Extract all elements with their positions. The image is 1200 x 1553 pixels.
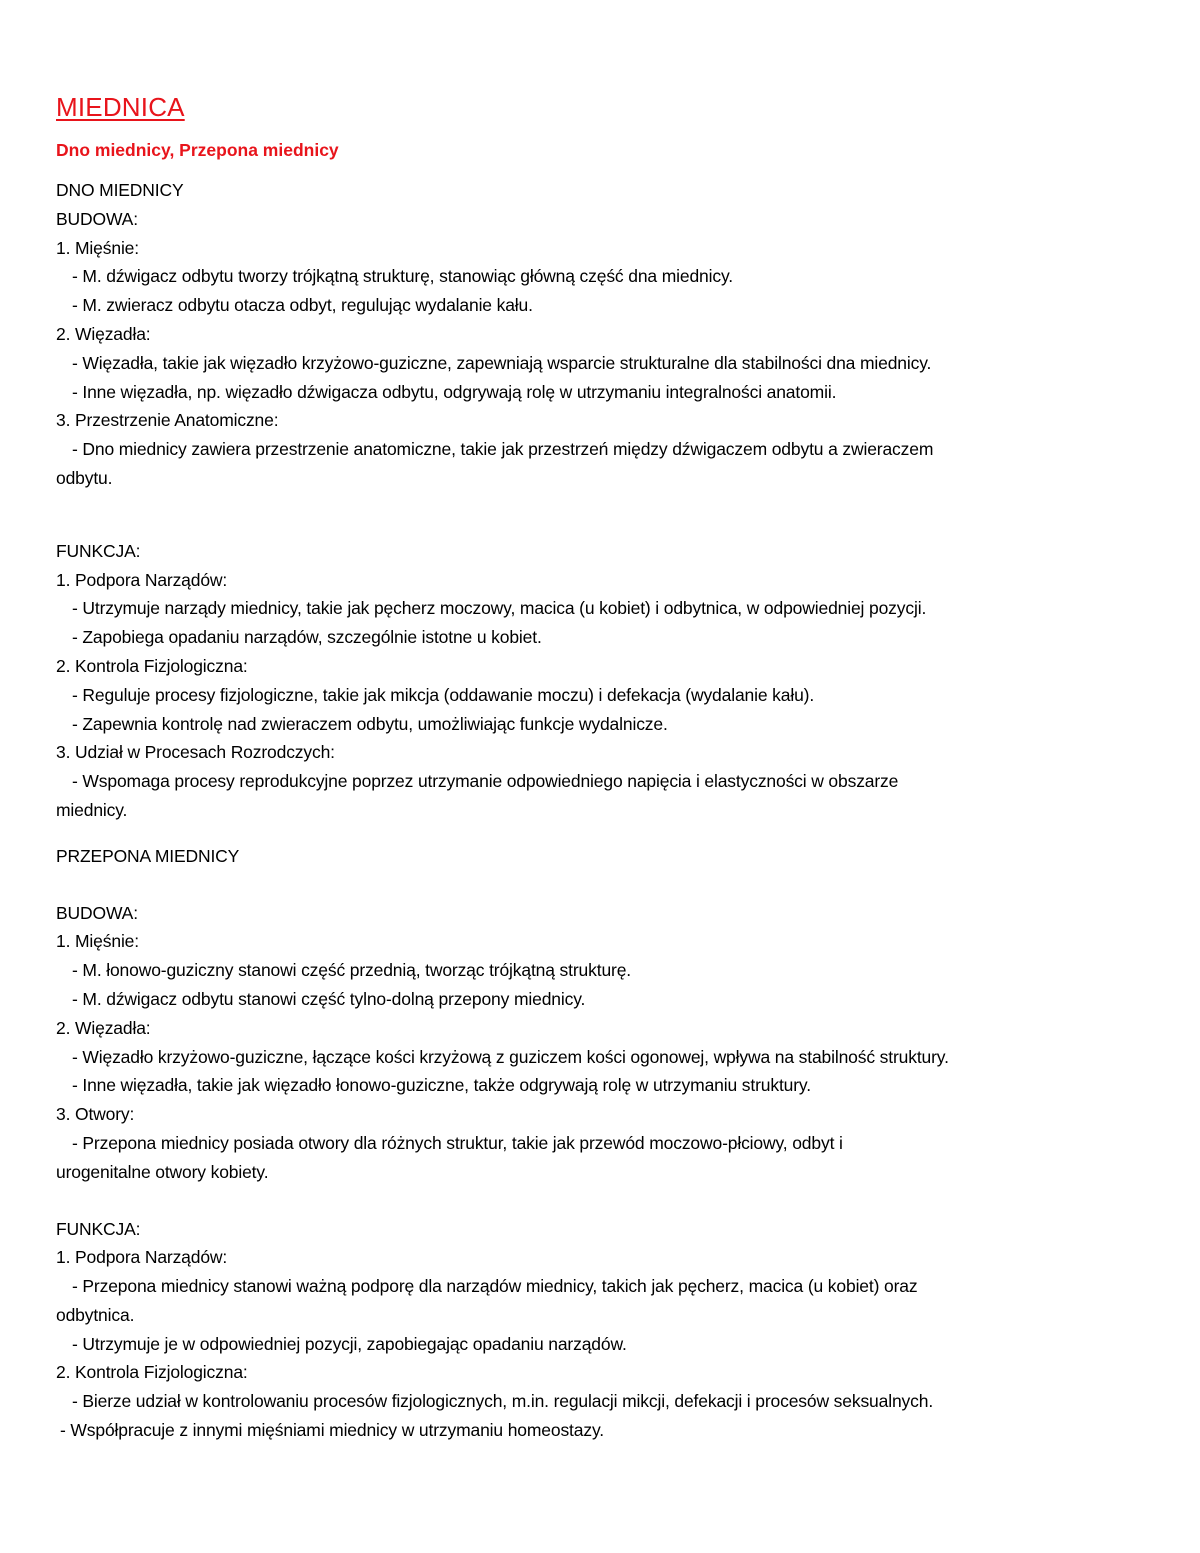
list-subitem: - Zapobiega opadaniu narządów, szczególnie istotne u kobiet. [72, 627, 542, 648]
list-item: 3. Udział w Procesach Rozrodczych: [56, 742, 335, 763]
subsection-heading: BUDOWA: [56, 902, 138, 923]
list-subitem: - Wspomaga procesy reprodukcyjne poprzez utrzymanie odpowiedniego napięcia i elastyczności w obszarze [72, 771, 899, 792]
section-przepona-miednicy [56, 842, 1166, 1445]
document-subtitle: Dno miednicy, Przepona miednicy [56, 140, 339, 160]
funkcja-block [56, 537, 1166, 825]
budowa-block [56, 205, 1166, 493]
list-subitem-continuation: urogenitalne otwory kobiety. [56, 1161, 269, 1182]
spacer [56, 493, 1166, 537]
list-subitem: - Przepona miednicy stanowi ważną podporę dla narządów miednicy, takich jak pęcherz, macica (u kobiet) oraz [72, 1276, 918, 1297]
list-subitem: - M. dźwigacz odbytu stanowi część tylno-dolną przepony miednicy. [72, 988, 586, 1009]
subsection-heading: FUNKCJA: [56, 1218, 141, 1239]
list-subitem: - Inne więzadła, takie jak więzadło łonowo-guziczne, także odgrywają rolę w utrzymaniu struktury. [72, 1075, 811, 1096]
subsection-heading: BUDOWA: [56, 208, 138, 229]
spacer [56, 871, 1166, 899]
list-subitem: - Więzadło krzyżowo-guziczne, łączące kości krzyżową z guziczem kości ogonowej, wpływa na stabilność struktury. [72, 1046, 949, 1067]
list-subitem-continuation: miednicy. [56, 799, 128, 820]
list-subitem: - Dno miednicy zawiera przestrzenie anatomiczne, takie jak przestrzeń między dźwigaczem odbytu a zwieraczem [72, 439, 934, 460]
list-item: 2. Kontrola Fizjologiczna: [56, 1362, 248, 1383]
list-subitem: - Bierze udział w kontrolowaniu procesów fizjologicznych, m.in. regulacji mikcji, defekacji i procesów seksualnych. [72, 1391, 934, 1412]
section-dno-miednicy [56, 176, 1166, 825]
list-subitem-continuation: odbytnica. [56, 1304, 135, 1325]
list-subitem: - Utrzymuje je w odpowiedniej pozycji, zapobiegając opadaniu narządów. [72, 1333, 627, 1354]
list-item: 3. Przestrzenie Anatomiczne: [56, 410, 279, 431]
spacer [56, 1187, 1166, 1215]
list-subitem: - Inne więzadła, np. więzadło dźwigacza odbytu, odgrywają rolę w utrzymaniu integralności anatomii. [72, 381, 837, 402]
section-heading: DNO MIEDNICY [56, 180, 184, 200]
subsection-heading: FUNKCJA: [56, 540, 141, 561]
list-item: 2. Więzadła: [56, 1017, 151, 1038]
list-subitem: - M. zwieracz odbytu otacza odbyt, regulując wydalanie kału. [72, 295, 533, 316]
list-item: 3. Otwory: [56, 1104, 135, 1125]
spacer [56, 825, 1166, 842]
list-subitem: - M. łonowo-guziczny stanowi część przednią, tworząc trójkątną strukturę. [72, 960, 631, 981]
list-item: 1. Podpora Narządów: [56, 569, 228, 590]
list-subitem: - Reguluje procesy fizjologiczne, takie jak mikcja (oddawanie moczu) i defekacja (wydalanie kału). [72, 684, 815, 705]
list-subitem: - Współpracuje z innymi mięśniami miednicy w utrzymaniu homeostazy. [60, 1420, 604, 1441]
list-subitem: - Zapewnia kontrolę nad zwieraczem odbytu, umożliwiając funkcje wydalnicze. [72, 713, 668, 734]
list-subitem: - Przepona miednicy posiada otwory dla różnych struktur, takie jak przewód moczowo-płciowy, odbyt i [72, 1132, 843, 1153]
list-subitem: - Więzadła, takie jak więzadło krzyżowo-guziczne, zapewniają wsparcie strukturalne dla stabilności dna miednicy. [72, 352, 932, 373]
list-item: 1. Mięśnie: [56, 931, 139, 952]
document-page [56, 90, 1166, 1445]
list-subitem-continuation: odbytu. [56, 467, 113, 488]
budowa-block [56, 899, 1166, 1187]
section-heading: PRZEPONA MIEDNICY [56, 845, 240, 866]
list-item: 2. Więzadła: [56, 323, 151, 344]
document-title: MIEDNICA [56, 92, 185, 122]
list-item: 1. Mięśnie: [56, 237, 139, 258]
list-subitem: - M. dźwigacz odbytu tworzy trójkątną strukturę, stanowiąc główną część dna miednicy. [72, 266, 733, 287]
list-item: 2. Kontrola Fizjologiczna: [56, 655, 248, 676]
list-subitem: - Utrzymuje narządy miednicy, takie jak pęcherz moczowy, macica (u kobiet) i odbytnica, w odpowiedniej pozycji. [72, 598, 927, 619]
funkcja-block [56, 1215, 1166, 1445]
list-item: 1. Podpora Narządów: [56, 1247, 228, 1268]
